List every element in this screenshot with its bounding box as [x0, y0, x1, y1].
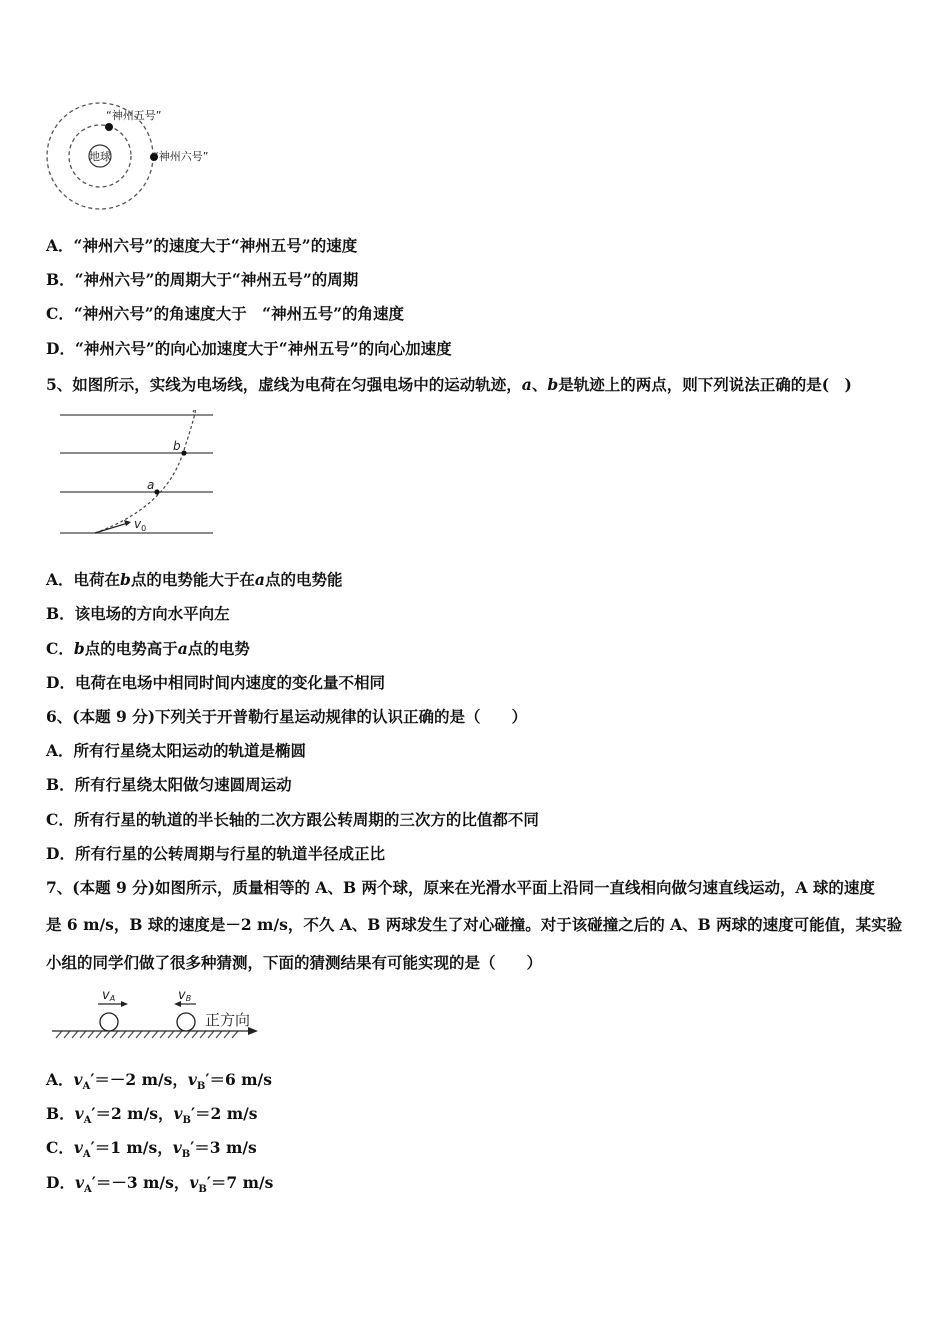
field-figure: [55, 408, 220, 540]
q5-stem: 5、如图所示，实线为电场线，虚线为电荷在匀强电场中的运动轨迹，a、b是轨迹上的两点，则下列说法正确的是( ): [46, 375, 852, 394]
q5-option-b: B．该电场的方向水平向左: [46, 604, 230, 623]
q4-option-c: C．“神州六号”的角速度大于 “神州五号”的角速度: [46, 304, 405, 323]
label-direction: 正方向: [205, 1011, 251, 1029]
trajectory: [95, 409, 195, 533]
q4-option-d: D．“神州六号”的向心加速度大于“神州五号”的向心加速度: [46, 339, 452, 358]
q6-option-a: A．所有行星绕太阳运动的轨道是椭圆: [46, 741, 307, 760]
q4-option-b: B．“神州六号”的周期大于“神州五号”的周期: [46, 270, 359, 289]
label-va: vA: [102, 988, 116, 1003]
point-b: [181, 450, 186, 455]
va-arrowhead: [121, 1001, 128, 1007]
q6-option-b: B．所有行星绕太阳做匀速圆周运动: [46, 775, 292, 794]
q5-option-c: C．b点的电势高于a点的电势: [46, 639, 250, 658]
sz6-label: “神州六号”: [153, 150, 209, 163]
q7-stem-line-2: 是 6 m/s，B 球的速度是－2 m/s，不久 A、B 两球发生了对心碰撞。对于该碰撞之后的 A、B 两球的速度可能值，某实验: [46, 915, 903, 934]
ball-b: [177, 1013, 195, 1031]
q7-option-c: C．$v_A'=1$ m/s，$v_B'=3$ m/s: [46, 1138, 257, 1161]
v0-arrowhead: [124, 520, 131, 526]
q7-stem-line-3: 小组的同学们做了很多种猜测，下面的猜测结果有可能实现的是（ ）: [46, 953, 543, 972]
q6-stem: 6、(本题 9 分)下列关于开普勒行星运动规律的认识正确的是（ ）: [46, 707, 528, 726]
label-v0: $v_0$: [134, 517, 147, 533]
point-a: [154, 489, 159, 494]
q4-option-a: A．“神州六号”的速度大于“神州五号”的速度: [46, 236, 358, 255]
sz5-dot: [105, 123, 113, 131]
label-b: b: [173, 439, 181, 453]
ground-hatch: [56, 1031, 238, 1038]
q6-option-d: D．所有行星的公转周期与行星的轨道半径成正比: [46, 844, 385, 863]
v0-arrow: [95, 523, 128, 533]
q5-option-d: D．电荷在电场中相同时间内速度的变化量不相同: [46, 673, 385, 692]
orbit-figure: [40, 96, 240, 216]
ball-a: [100, 1013, 118, 1031]
label-vb: vB: [178, 988, 192, 1003]
q7-option-d: D．$v_A'=-3$ m/s，$v_B'=7$ m/s: [46, 1173, 274, 1196]
q7-option-a: A．$v_A'=-2$ m/s，$v_B'=6$ m/s: [46, 1070, 272, 1093]
q7-stem-line-1: 7、(本题 9 分)如图所示，质量相等的 A、B 两个球，原来在光滑水平面上沿同一直线相向做匀速直线运动，A 球的速度: [46, 878, 875, 897]
label-a: a: [147, 478, 155, 492]
q5-option-a: A．电荷在b点的电势能大于在a点的电势能: [46, 570, 343, 589]
collision-figure: [48, 985, 268, 1045]
sz5-label: “神州五号”: [106, 109, 162, 122]
q7-option-b: B．$v_A'=2$ m/s，$v_B'=2$ m/s: [46, 1104, 258, 1127]
earth-label: 地球: [89, 150, 111, 163]
q6-option-c: C．所有行星的轨道的半长轴的二次方跟公转周期的三次方的比值都不同: [46, 810, 539, 829]
